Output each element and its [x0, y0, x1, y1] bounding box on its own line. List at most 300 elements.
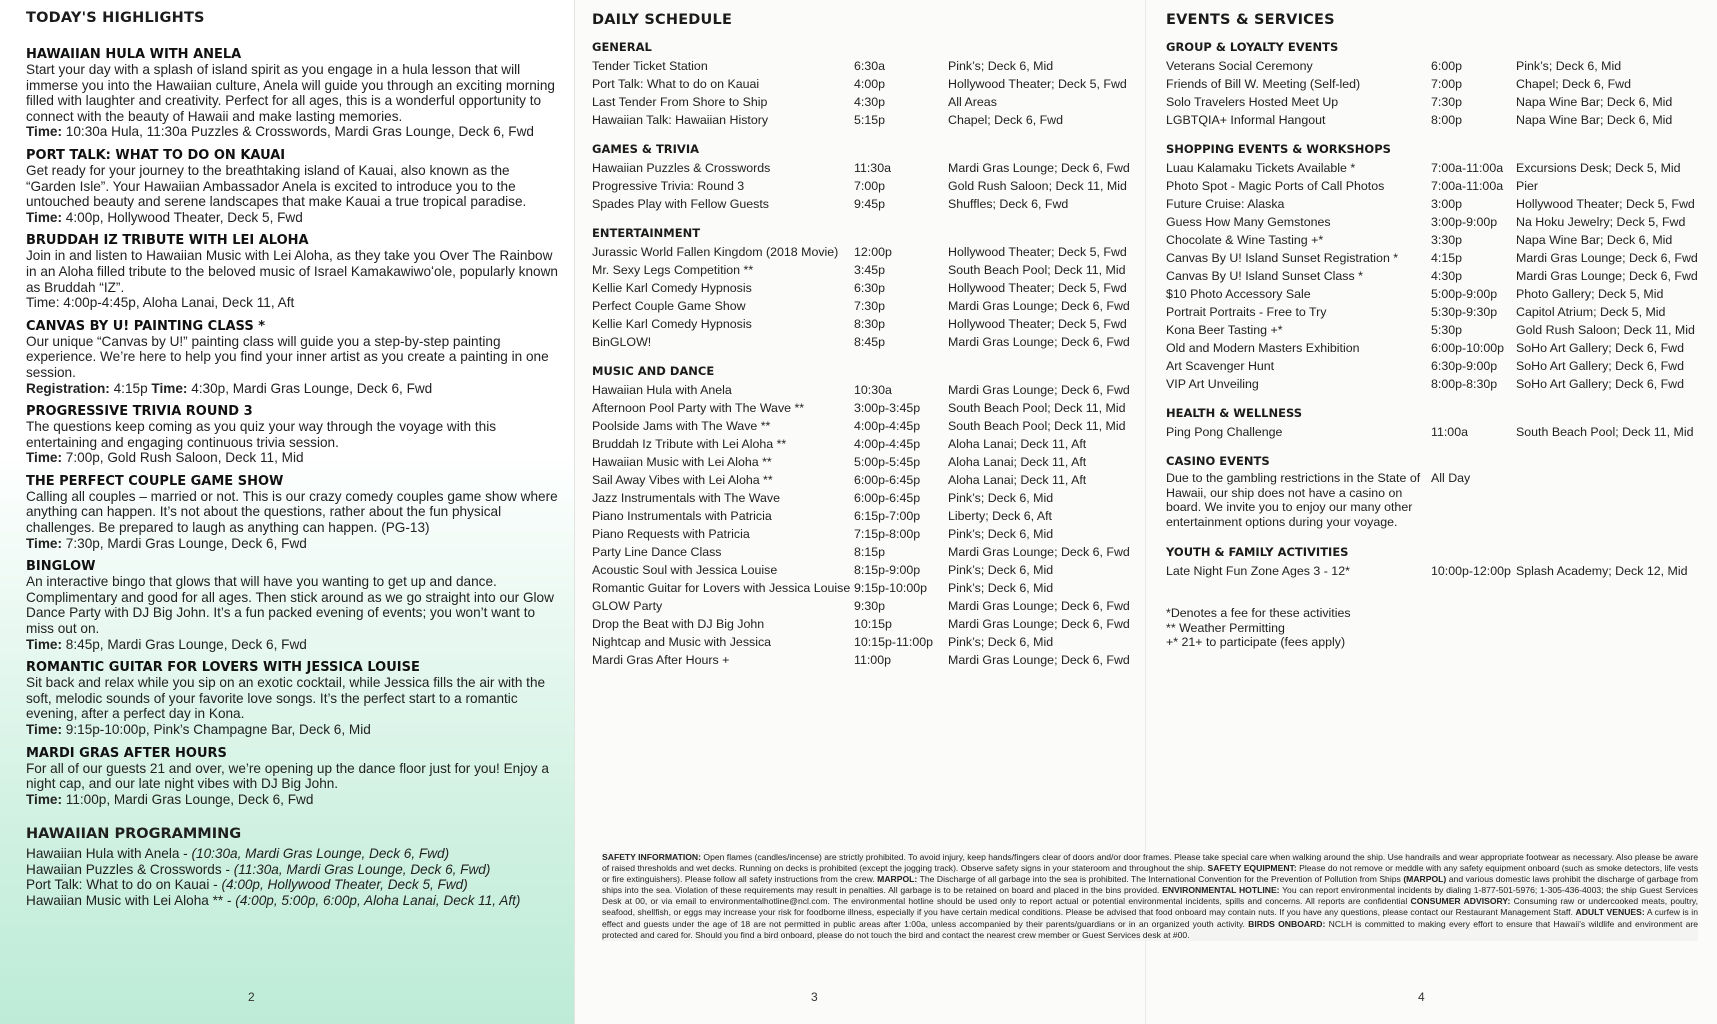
- schedule-section: [1166, 40, 1706, 129]
- safety-label: MARPOL:: [877, 874, 918, 885]
- activity-location: Hollywood Theater; Deck 5, Fwd: [948, 77, 1127, 91]
- activity-time: 6:30p-9:00p: [1431, 359, 1498, 373]
- events-services-heading: EVENTS & SERVICES: [1166, 12, 1335, 28]
- activity-time: 7:00a-11:00a: [1431, 179, 1504, 193]
- activity-name: Nightcap and Music with Jessica: [592, 635, 772, 649]
- table-row: [592, 399, 1137, 417]
- activity-name: Kona Beer Tasting +*: [1166, 323, 1283, 337]
- safety-label: SAFETY EQUIPMENT:: [1207, 863, 1297, 874]
- highlight-item: [26, 320, 562, 396]
- activity-name: Port Talk: What to do on Kauai: [592, 77, 760, 91]
- table-row: [592, 381, 1137, 399]
- youth-family-title: YOUTH & FAMILY ACTIVITIES: [1166, 545, 1349, 559]
- activity-location: Pink’s; Deck 6, Mid: [948, 491, 1054, 505]
- activity-name: $10 Photo Accessory Sale: [1166, 287, 1311, 301]
- activity-location: Mardi Gras Lounge; Deck 6, Fwd: [948, 545, 1130, 559]
- time-label: Time:: [26, 791, 63, 807]
- activity-time: 8:15p-9:00p: [854, 563, 921, 577]
- activity-time: 5:30p: [1431, 323, 1463, 337]
- time-label: Time:: [26, 124, 63, 140]
- time-label: Time:: [151, 380, 188, 396]
- time-value: 9:15p-10:00p, Pink’s Champagne Bar, Deck 6, Mid: [62, 722, 371, 737]
- table-row: [592, 417, 1137, 435]
- activity-location: Pier: [1516, 179, 1539, 193]
- table-row: [1166, 231, 1706, 249]
- time-value: 11:00p, Mardi Gras Lounge, Deck 6, Fwd: [62, 791, 314, 807]
- highlights-panel: [0, 0, 575, 1024]
- footnotes: [1166, 606, 1706, 650]
- table-row: [592, 543, 1137, 561]
- safety-text: NCLH is committed to making every effort to ensure that Hawaii’s wildlife and environment are protected and cared for. Should you find a bird onboard, please do not touch the bird and contact the nearest crew member or Guest Services desk at #00.: [602, 918, 1699, 940]
- activity-time: 7:00p: [1431, 77, 1463, 91]
- highlight-title: CANVAS BY U! PAINTING CLASS *: [26, 318, 266, 334]
- registration-label: Registration:: [26, 380, 110, 396]
- programming-name: Hawaiian Music with Lei Aloha ** -: [26, 893, 236, 909]
- activity-location: Na Hoku Jewelry; Deck 5, Fwd: [1516, 215, 1686, 229]
- activity-time: 4:00p-4:45p: [854, 437, 921, 451]
- safety-label: ENVIRONMENTAL HOTLINE:: [1162, 885, 1280, 896]
- table-row: [592, 261, 1137, 279]
- activity-name: Hawaiian Music with Lei Aloha **: [592, 455, 772, 469]
- activity-time: 7:30p: [1431, 95, 1463, 109]
- activity-name: GLOW Party: [592, 599, 663, 613]
- activity-name: Guess How Many Gemstones: [1166, 215, 1331, 229]
- programming-detail: (11:30a, Mardi Gras Lounge, Deck 6, Fwd): [233, 861, 491, 877]
- table-row: [592, 75, 1137, 93]
- section-title: GAMES & TRIVIA: [592, 142, 700, 156]
- table-row: [592, 561, 1137, 579]
- table-row: [1166, 375, 1706, 393]
- section-title: ENTERTAINMENT: [592, 226, 701, 240]
- activity-location: Hollywood Theater; Deck 5, Fwd: [948, 281, 1127, 295]
- table-row: [592, 489, 1137, 507]
- events-services-sections: [1166, 40, 1706, 441]
- activity-location: Napa Wine Bar; Deck 6, Mid: [1516, 95, 1673, 109]
- activity-location: Hollywood Theater; Deck 5, Fwd: [948, 245, 1127, 259]
- activity-time: 7:15p-8:00p: [854, 527, 921, 541]
- activity-time: 6:00p: [1431, 59, 1463, 73]
- activity-location: Gold Rush Saloon; Deck 11, Mid: [948, 179, 1127, 193]
- section-title: MUSIC AND DANCE: [592, 364, 715, 378]
- programming-name: Port Talk: What to do on Kauai -: [26, 877, 222, 893]
- activity-time: 10:15p-11:00p: [854, 635, 934, 649]
- table-row: [592, 159, 1137, 177]
- activity-time: 3:45p: [854, 263, 886, 277]
- activity-name: Late Night Fun Zone Ages 3 - 12*: [1166, 564, 1350, 578]
- daily-schedule: [592, 12, 1137, 682]
- daily-schedule-sections: [592, 40, 1137, 669]
- safety-text: Open flames (candles/incense) are strictly prohibited. To avoid injury, keep hands/fingers clear of doors and/or door frames. Please take special care when walking around the ship. Use handrails and wear appropriate footwear as necessary. Also please be aware of raised thresholds and wet decks. Running on decks is prohibited (except the jogging track). Observe safety signs in your stateroom and throughout the ship.: [602, 852, 1699, 874]
- section-title: GENERAL: [592, 40, 652, 54]
- activity-location: Capitol Atrium; Deck 5, Mid: [1516, 305, 1666, 319]
- safety-text: You can report environmental incidents by dialing 1-877-501-5976; 1-305-436-4003; the ship Guest Services Desk at 00, or via email to environmentalhotline@ncl.com. The environmental hotline should be used only to report actual or potential environmental incidents, spills and concerns. All reports are confidential: [602, 885, 1698, 907]
- activity-location: Mardi Gras Lounge; Deck 6, Fwd: [948, 161, 1130, 175]
- time-label: Time:: [26, 722, 63, 737]
- table-row: [1166, 159, 1706, 177]
- hawaiian-programming-heading: HAWAIIAN PROGRAMMING: [26, 826, 242, 842]
- programming-line: [26, 893, 566, 909]
- activity-location: Splash Academy; Deck 12, Mid: [1516, 564, 1688, 578]
- highlight-time: [26, 450, 562, 466]
- activity-location: Pink’s; Deck 6, Mid: [948, 635, 1054, 649]
- schedule-section: [592, 142, 1137, 213]
- programming-detail: (4:00p, Hollywood Theater, Deck 5, Fwd): [221, 877, 468, 893]
- activity-location: Chapel; Deck 6, Fwd: [948, 113, 1064, 127]
- table-row: [1166, 57, 1706, 75]
- safety-label: BIRDS ONBOARD:: [1248, 918, 1326, 929]
- activity-name: Chocolate & Wine Tasting +*: [1166, 233, 1324, 247]
- hawaiian-programming-list: [26, 846, 566, 909]
- activity-location: South Beach Pool; Deck 11, Mid: [948, 401, 1126, 415]
- activity-name: Sail Away Vibes with Lei Aloha **: [592, 473, 773, 487]
- highlight-time: [26, 381, 562, 397]
- highlight-item: [26, 661, 562, 737]
- activity-location: Mardi Gras Lounge; Deck 6, Fwd: [948, 335, 1130, 349]
- safety-label: ADULT VENUES:: [1575, 907, 1645, 918]
- activity-location: Hollywood Theater; Deck 5, Fwd: [1516, 197, 1695, 211]
- activity-location: South Beach Pool; Deck 11, Mid: [1516, 425, 1694, 439]
- time-value: 7:00p, Gold Rush Saloon, Deck 11, Mid: [62, 450, 304, 466]
- highlight-item: [26, 747, 562, 808]
- activity-name: Friends of Bill W. Meeting (Self-led): [1166, 77, 1361, 91]
- activity-name: BinGLOW!: [592, 335, 652, 349]
- safety-information: [602, 852, 1698, 941]
- activity-name: Hawaiian Puzzles & Crosswords: [592, 161, 771, 175]
- table-row: [1166, 562, 1706, 580]
- casino-events-title: CASINO EVENTS: [1166, 454, 1270, 468]
- activity-time: 5:30p-9:30p: [1431, 305, 1498, 319]
- activity-location: South Beach Pool; Deck 11, Mid: [948, 263, 1126, 277]
- activity-time: 6:15p-7:00p: [854, 509, 921, 523]
- activity-time: 4:00p: [854, 77, 886, 91]
- activity-location: Chapel; Deck 6, Fwd: [1516, 77, 1632, 91]
- activity-time: 8:00p-8:30p: [1431, 377, 1498, 391]
- activity-location: Mardi Gras Lounge; Deck 6, Fwd: [948, 299, 1130, 313]
- activity-location: Napa Wine Bar; Deck 6, Mid: [1516, 113, 1673, 127]
- casino-events-section: [1166, 454, 1706, 529]
- activity-time: 9:45p: [854, 197, 886, 211]
- highlight-item: [26, 48, 562, 140]
- highlight-description: Start your day with a splash of island spirit as you engage in a hula lesson that will immerse you into the Hawaiian culture, Anela will guide you through an exciting morning filled with laughter and creativity. Perfect for all ages, this is a wonderful opportunity to connect with the beauty of Hawaii and make lasting memories.: [26, 62, 555, 124]
- table-row: [592, 111, 1137, 129]
- activity-name: Piano Instrumentals with Patricia: [592, 509, 772, 523]
- activity-time: 7:00a-11:00a: [1431, 161, 1504, 175]
- activity-time: 8:30p: [854, 317, 886, 331]
- activity-name: Last Tender From Shore to Ship: [592, 95, 768, 109]
- activity-name: Poolside Jams with The Wave **: [592, 419, 771, 433]
- activity-name: Afternoon Pool Party with The Wave **: [592, 401, 805, 415]
- activity-time: 4:30p: [1431, 269, 1463, 283]
- activity-time: 8:00p: [1431, 113, 1463, 127]
- safety-label: CONSUMER ADVISORY:: [1410, 896, 1511, 907]
- activity-location: Hollywood Theater; Deck 5, Fwd: [948, 317, 1127, 331]
- activity-time: 6:00p-6:45p: [854, 491, 921, 505]
- time-label: Time:: [26, 535, 63, 551]
- safety-text: The Discharge of all garbage into the sea is prohibited. The International Convention for the Prevention of Pollution from Ships: [917, 874, 1404, 885]
- highlight-description: Sit back and relax while you sip on an exotic cocktail, while Jessica fills the air with the soft, melodic sounds of your favorite love songs. It’s the perfect start to a romantic evening, after a perfect day in Kona.: [26, 675, 546, 722]
- activity-location: Pink’s; Deck 6, Mid: [948, 563, 1054, 577]
- safety-text: Please do not remove or meddle with any safety equipment onboard (such as smoke detectors, life vests or fire extinguishers). Please follow all safety instructions from the crew.: [602, 863, 1698, 885]
- table-row: [592, 579, 1137, 597]
- schedule-section: [1166, 406, 1706, 441]
- highlights-list: [26, 48, 562, 807]
- highlights-section: [26, 10, 562, 816]
- highlights-heading: TODAY'S HIGHLIGHTS: [26, 10, 205, 26]
- registration-value: 4:15p: [109, 380, 152, 396]
- highlight-time: [26, 637, 562, 653]
- highlight-item: [26, 149, 562, 225]
- activity-location: All Areas: [948, 95, 997, 109]
- table-row: [592, 315, 1137, 333]
- time-value: 4:00p, Hollywood Theater, Deck 5, Fwd: [62, 209, 303, 225]
- activity-name: Photo Spot - Magic Ports of Call Photos: [1166, 179, 1385, 193]
- highlight-title: BRUDDAH IZ TRIBUTE WITH LEI ALOHA: [26, 233, 309, 249]
- activity-time: 6:30a: [854, 59, 886, 73]
- activity-name: Perfect Couple Game Show: [592, 299, 746, 313]
- activity-time: 9:30p: [854, 599, 886, 613]
- activity-location: Napa Wine Bar; Deck 6, Mid: [1516, 233, 1673, 247]
- table-row: [1166, 213, 1706, 231]
- activity-location: SoHo Art Gallery; Deck 6, Fwd: [1516, 359, 1685, 373]
- safety-text: A curfew is in effect and guests under the age of 18 are not permitted in public areas after 1:00a, unless accompanied by their parents/guardians or in an organized youth activity.: [602, 907, 1698, 929]
- table-row: [1166, 111, 1706, 129]
- table-row: [1166, 423, 1706, 441]
- time-value: 4:30p, Mardi Gras Lounge, Deck 6, Fwd: [187, 380, 433, 396]
- highlight-description: For all of our guests 21 and over, we’re opening up the dance floor just for you! Enjoy a night cap, and our late night vibes with DJ Big John.: [26, 760, 549, 792]
- highlight-time: [26, 295, 562, 311]
- table-row: [1166, 93, 1706, 111]
- time-value: 10:30a Hula, 11:30a Puzzles & Crosswords, Mardi Gras Lounge, Deck 6, Fwd: [62, 124, 534, 140]
- table-row: [1166, 75, 1706, 93]
- table-row: [592, 279, 1137, 297]
- activity-time: 3:00p: [1431, 197, 1463, 211]
- activity-name: Future Cruise: Alaska: [1166, 197, 1285, 211]
- activity-time: 7:00p: [854, 179, 886, 193]
- time-value: 8:45p, Mardi Gras Lounge, Deck 6, Fwd: [62, 636, 307, 652]
- activity-time: 6:00p-6:45p: [854, 473, 921, 487]
- casino-note: Due to the gambling restrictions in the State of Hawaii, our ship does not have a casino on board. We invite you to enjoy our many other entertainment options during your voyage.: [1166, 471, 1421, 529]
- highlight-time: [26, 722, 562, 738]
- table-row: [592, 453, 1137, 471]
- events-services: [1166, 12, 1706, 650]
- activity-location: Liberty; Deck 6, Aft: [948, 509, 1052, 523]
- activity-time: 10:00p-12:00p: [1431, 564, 1511, 578]
- activity-name: Bruddah Iz Tribute with Lei Aloha **: [592, 437, 787, 451]
- highlight-description: Calling all couples – married or not. This is our crazy comedy couples game show where anything can happen. It’s not about the questions, rather about the fun physical challenges. Be prepared to laugh as anything can happen. (PG-13): [26, 488, 558, 536]
- activity-name: Canvas By U! Island Sunset Class *: [1166, 269, 1363, 283]
- table-row: [1166, 249, 1706, 267]
- activity-location: Gold Rush Saloon; Deck 11, Mid: [1516, 323, 1695, 337]
- activity-location: SoHo Art Gallery; Deck 6, Fwd: [1516, 377, 1685, 391]
- table-row: [1166, 357, 1706, 375]
- schedule-section: [592, 226, 1137, 351]
- highlight-title: HAWAIIAN HULA WITH ANELA: [26, 47, 242, 62]
- activity-time: 5:15p: [854, 113, 886, 127]
- highlight-time: [26, 536, 562, 552]
- page-number: 3: [811, 990, 818, 1004]
- highlight-title: ROMANTIC GUITAR FOR LOVERS WITH JESSICA LOUISE: [26, 660, 420, 676]
- activity-location: Mardi Gras Lounge; Deck 6, Fwd: [948, 383, 1130, 397]
- activity-time: 11:30a: [854, 161, 891, 175]
- activity-location: Photo Gallery; Deck 5, Mid: [1516, 287, 1664, 301]
- time-value: Time: 4:00p-4:45p, Aloha Lanai, Deck 11, Aft: [26, 295, 295, 311]
- activity-time: 4:15p: [1431, 251, 1463, 265]
- highlight-time: [26, 210, 562, 226]
- activity-location: South Beach Pool; Deck 11, Mid: [948, 419, 1126, 433]
- activity-name: Mardi Gras After Hours +: [592, 653, 730, 667]
- casino-time: All Day: [1431, 471, 1471, 485]
- table-row: [592, 243, 1137, 261]
- table-row: [1166, 303, 1706, 321]
- activity-name: Portrait Portraits - Free to Try: [1166, 305, 1327, 319]
- activity-name: Acoustic Soul with Jessica Louise: [592, 563, 778, 577]
- activity-time: 12:00p: [854, 245, 892, 259]
- activity-location: Mardi Gras Lounge; Deck 6, Fwd: [1516, 269, 1698, 283]
- activity-name: Tender Ticket Station: [592, 59, 708, 73]
- activity-name: Drop the Beat with DJ Big John: [592, 617, 765, 631]
- highlight-item: [26, 405, 562, 466]
- section-title: HEALTH & WELLNESS: [1166, 406, 1303, 420]
- activity-name: Veterans Social Ceremony: [1166, 59, 1313, 73]
- activity-time: 7:30p: [854, 299, 886, 313]
- activity-name: VIP Art Unveiling: [1166, 377, 1259, 391]
- time-label: Time:: [26, 450, 63, 466]
- safety-text: and various domestic laws prohibit the discharge of garbage from ships into the sea. Violation of these requirements may result in penalties. All garbage is to be retained on board and placed in the bins provided.: [602, 874, 1698, 896]
- table-row: [1166, 321, 1706, 339]
- activity-time: 10:15p: [854, 617, 892, 631]
- highlight-item: [26, 560, 562, 652]
- table-row: [1166, 177, 1706, 195]
- highlight-time: [26, 124, 562, 140]
- activity-name: Canvas By U! Island Sunset Registration *: [1166, 251, 1399, 265]
- activity-name: Mr. Sexy Legs Competition **: [592, 263, 754, 277]
- programming-name: Hawaiian Puzzles & Crosswords -: [26, 861, 234, 877]
- activity-location: Mardi Gras Lounge; Deck 6, Fwd: [948, 617, 1130, 631]
- activity-time: 3:00p-3:45p: [854, 401, 921, 415]
- activity-location: Pink’s; Deck 6, Mid: [1516, 59, 1622, 73]
- activity-location: Mardi Gras Lounge; Deck 6, Fwd: [1516, 251, 1698, 265]
- table-row: [592, 651, 1137, 669]
- schedule-section: [592, 40, 1137, 129]
- activity-name: Jurassic World Fallen Kingdom (2018 Movie): [592, 245, 839, 259]
- activity-time: 5:00p-9:00p: [1431, 287, 1498, 301]
- highlight-title: THE PERFECT COUPLE GAME SHOW: [26, 473, 284, 489]
- highlight-description: An interactive bingo that glows that will have you wanting to get up and dance. Complimentary and good for all ages. Then stick around as we go straight into our Glow Dance Party with DJ Big John. It’s a fun packed evening of events; you won’t want to miss out on.: [26, 574, 554, 637]
- safety-text: Consuming raw or undercooked meats, poultry, seafood, shellfish, or eggs may increase your risk for foodborne illness, especially if you have certain medical conditions. Please be advised that food onboard may contain nuts. If you have any questions, please contact our Restaurant Management Staff.: [602, 896, 1698, 918]
- activity-time: 3:30p: [1431, 233, 1463, 247]
- table-row: [592, 57, 1137, 75]
- highlight-title: BINGLOW: [26, 559, 96, 575]
- activity-location: Mardi Gras Lounge; Deck 6, Fwd: [948, 653, 1130, 667]
- activity-time: 3:00p-9:00p: [1431, 215, 1498, 229]
- activity-time: 4:00p-4:45p: [854, 419, 921, 433]
- activity-name: Hawaiian Hula with Anela: [592, 383, 732, 397]
- youth-family-section: [1166, 545, 1706, 580]
- schedule-section: [592, 364, 1137, 669]
- safety-label: (MARPOL): [1403, 874, 1447, 885]
- casino-row: [1166, 471, 1706, 529]
- table-row: [1166, 195, 1706, 213]
- highlight-description: Our unique “Canvas by U!” painting class will guide you a step-by-step painting experience. We’re here to help you find your inner artist as you create a painting in one session.: [26, 333, 549, 380]
- activity-location: SoHo Art Gallery; Deck 6, Fwd: [1516, 341, 1685, 355]
- activity-time: 11:00a: [1431, 425, 1468, 439]
- table-row: [1166, 267, 1706, 285]
- activity-name: Spades Play with Fellow Guests: [592, 197, 769, 211]
- activity-name: Art Scavenger Hunt: [1166, 359, 1275, 373]
- activity-name: Party Line Dance Class: [592, 545, 722, 559]
- activity-time: 8:15p: [854, 545, 886, 559]
- table-row: [592, 93, 1137, 111]
- highlight-description: Get ready for your journey to the breathtaking island of Kauai, also known as the “Garden Isle”. Your Hawaiian Ambassador Anela is excited to introduce you to the untouched beauty and serene landscapes that make Kauai a true tropical paradise.: [26, 162, 527, 210]
- programming-detail: (4:00p, 5:00p, 6:00p, Aloha Lanai, Deck 11, Aft): [235, 893, 521, 909]
- activity-name: Jazz Instrumentals with The Wave: [592, 491, 780, 505]
- activity-time: 11:00p: [854, 653, 891, 667]
- table-row: [1166, 285, 1706, 303]
- programming-line: [26, 877, 566, 893]
- activity-time: 9:15p-10:00p: [854, 581, 928, 595]
- highlight-time: [26, 792, 562, 808]
- activity-name: Hawaiian Talk: Hawaiian History: [592, 113, 769, 127]
- activity-time: 4:30p: [854, 95, 886, 109]
- programming-line: [26, 862, 566, 878]
- activity-name: Solo Travelers Hosted Meet Up: [1166, 95, 1339, 109]
- safety-label: SAFETY INFORMATION:: [602, 852, 701, 862]
- schedule-section: [1166, 142, 1706, 393]
- activity-name: Luau Kalamaku Tickets Available *: [1166, 161, 1356, 175]
- time-label: Time:: [26, 209, 63, 225]
- highlight-title: PROGRESSIVE TRIVIA ROUND 3: [26, 404, 253, 420]
- activity-name: Progressive Trivia: Round 3: [592, 179, 745, 193]
- highlight-item: [26, 475, 562, 551]
- highlight-description: The questions keep coming as you quiz your way through the voyage with this entertaining and engaging continuous trivia session.: [26, 419, 497, 450]
- activity-time: 8:45p: [854, 335, 886, 349]
- table-row: [592, 525, 1137, 543]
- activity-time: 5:00p-5:45p: [854, 455, 921, 469]
- programming-line: [26, 846, 566, 862]
- activity-name: Old and Modern Masters Exhibition: [1166, 341, 1360, 355]
- activity-location: Pink’s; Deck 6, Mid: [948, 527, 1054, 541]
- activity-location: Aloha Lanai; Deck 11, Aft: [948, 437, 1087, 451]
- activity-time: 10:30a: [854, 383, 892, 397]
- table-row: [592, 507, 1137, 525]
- programming-name: Hawaiian Hula with Anela -: [26, 846, 192, 861]
- activity-location: Aloha Lanai; Deck 11, Aft: [948, 473, 1087, 487]
- activity-location: Pink’s; Deck 6, Mid: [948, 581, 1054, 595]
- table-row: [592, 633, 1137, 651]
- section-title: GROUP & LOYALTY EVENTS: [1166, 40, 1339, 54]
- activity-location: Mardi Gras Lounge; Deck 6, Fwd: [948, 599, 1130, 613]
- highlight-title: MARDI GRAS AFTER HOURS: [26, 745, 227, 761]
- highlight-item: [26, 234, 562, 310]
- activity-time: 6:30p: [854, 281, 886, 295]
- activity-location: Aloha Lanai; Deck 11, Aft: [948, 455, 1087, 469]
- time-label: Time:: [26, 636, 63, 652]
- activity-name: Ping Pong Challenge: [1166, 425, 1283, 439]
- activity-name: LGBTQIA+ Informal Hangout: [1166, 113, 1326, 127]
- highlight-description: Join in and listen to Hawaiian Music with Lei Aloha, as they take you Over The Rainbow in an Aloha filled tribute to the beloved music of Israel Kamakawiwoʻole, popularly known as Bruddah “IZ”.: [26, 248, 558, 295]
- highlight-title: PORT TALK: WHAT TO DO ON KAUAI: [26, 147, 286, 163]
- footnote: ** Weather Permitting: [1166, 620, 1285, 635]
- table-row: [592, 297, 1137, 315]
- activity-time: 6:00p-10:00p: [1431, 341, 1505, 355]
- table-row: [592, 177, 1137, 195]
- activity-name: Romantic Guitar for Lovers with Jessica Louise: [592, 581, 851, 595]
- activity-name: Kellie Karl Comedy Hypnosis: [592, 317, 752, 331]
- daily-schedule-heading: DAILY SCHEDULE: [592, 12, 733, 28]
- table-row: [592, 471, 1137, 489]
- programming-detail: (10:30a, Mardi Gras Lounge, Deck 6, Fwd): [191, 846, 450, 861]
- time-value: 7:30p, Mardi Gras Lounge, Deck 6, Fwd: [62, 535, 307, 551]
